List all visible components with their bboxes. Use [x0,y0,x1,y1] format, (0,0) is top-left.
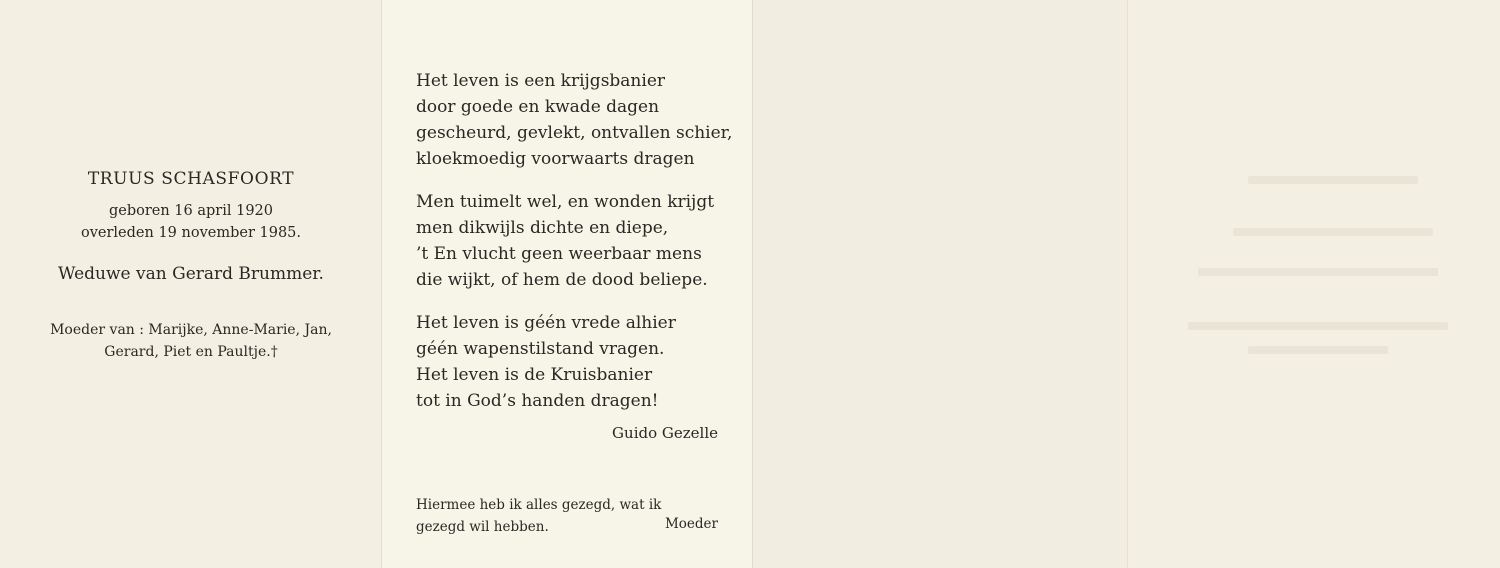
show-through-mark [1188,322,1448,330]
poem-line: géén wapenstilstand vragen. [416,339,665,359]
poem-line: door goede en kwade dagen [416,97,660,117]
birth-date: geboren 16 april 1920 [108,203,274,219]
poem-line: Het leven is de Kruisbanier [416,365,653,385]
poem-stanza [416,310,732,414]
poem-line: Het leven is géén vrede alhier [416,313,676,333]
poem-stanza [416,68,732,172]
deceased-name: TRUUS SCHASFOORT [87,169,295,189]
children-line-1: Moeder van : Marijke, Anne-Marie, Jan, [50,322,332,338]
panel-left [0,0,382,568]
poem-line: Men tuimelt wel, en wonden krijgt [416,192,715,212]
show-through-mark [1248,176,1418,184]
death-date: overleden 19 november 1985. [80,225,302,241]
poem-line: die wijkt, of hem de dood beliepe. [416,270,708,290]
farewell-signature: Moeder [664,516,718,532]
poem-stanza [416,189,732,293]
poem-line: ’t En vlucht geen weerbaar mens [416,244,702,264]
poem-author: Guido Gezelle [612,424,718,442]
poem-line: Het leven is een krijgsbanier [416,71,666,91]
widow-of: Weduwe van Gerard Brummer. [58,264,324,284]
show-through-mark [1198,268,1438,276]
panel-blank [753,0,1128,568]
poem-line: gescheurd, gevlekt, ontvallen schier, [416,123,733,143]
poem-line: kloekmoedig voorwaarts dragen [416,149,695,169]
show-through-mark [1233,228,1433,236]
show-through-mark [1248,346,1388,354]
poem-line: tot in God’s handen dragen! [416,391,659,411]
poem [416,68,732,431]
farewell-line-1: Hiermee heb ik alles gezegd, wat ik [416,497,662,513]
show-through-texture [1128,0,1500,568]
children-line-2: Gerard, Piet en Paultje.† [104,344,278,360]
farewell-line-2: gezegd wil hebben. [416,519,549,535]
poem-line: men dikwijls dichte en diepe, [416,218,669,238]
